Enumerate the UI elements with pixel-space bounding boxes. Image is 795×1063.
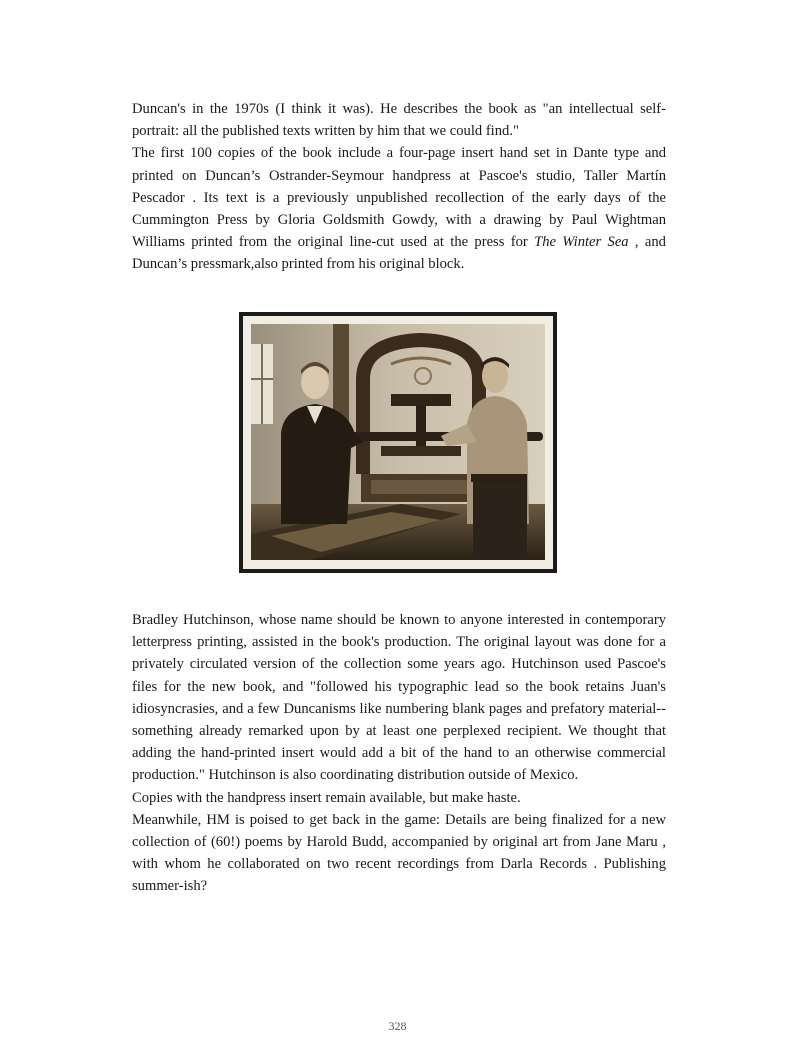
paragraph-insert-tail: , and Duncan’s pressmark,also printed from his original block.: [132, 234, 666, 273]
bottom-text-block: [132, 609, 666, 898]
paragraph-hutchinson: Bradley Hutchinson, whose name should be known to anyone interested in contemporary letterpress printing, assisted in the book's production. The original layout was done for a privately circulated version of the collection some years ago. Hutchinson used Pascoe's files for the new book, and "followed his typographic lead so the book retains Juan's idiosyncrasies, and a few Duncanisms like numbering blank pages and prefatory material--something already remarked upon by at least one perplexed recipient. We thought that adding the hand-printed insert would add a bit of the hand to an otherwise commercial production." Hutchinson is also coordinating distribution outside of Mexico.: [132, 612, 666, 784]
page-number: 328: [388, 1019, 407, 1033]
handpress-photograph: [251, 324, 545, 560]
book-title-winter-sea: The Winter Sea: [534, 234, 629, 251]
paragraph-insert: [132, 142, 666, 275]
paragraph-insert-text: The first 100 copies of the book include a four-page insert hand set in Dante type and printed on Duncan’s Ostrander-Seymour handpress at Pascoe's studio, Taller Martín Pescador . Its text is a previously unpublished recollection of the early days of the Cummington Press by Gloria Goldsmith Gowdy, with a drawing by Paul Wightman Williams printed from the original line-cut used at the press for: [132, 145, 666, 251]
paragraph-intro: Duncan's in the 1970s (I think it was). He describes the book as "an intellectual self-portrait: all the published texts written by him that we could find.": [132, 101, 666, 140]
paragraph-harold-budd: Meanwhile, HM is poised to get back in the game: Details are being finalized for a new collection of (60!) poems by Harold Budd, accompanied by original art from Jane Maru , with whom he collaborated on two recent recordings from Darla Records . Publishing summer-ish?: [132, 811, 666, 895]
photograph-mat: [243, 316, 553, 569]
paragraph-availability: Copies with the handpress insert remain available, but make haste.: [132, 789, 521, 806]
top-text-block: [132, 98, 666, 276]
photograph-frame: [239, 312, 557, 573]
